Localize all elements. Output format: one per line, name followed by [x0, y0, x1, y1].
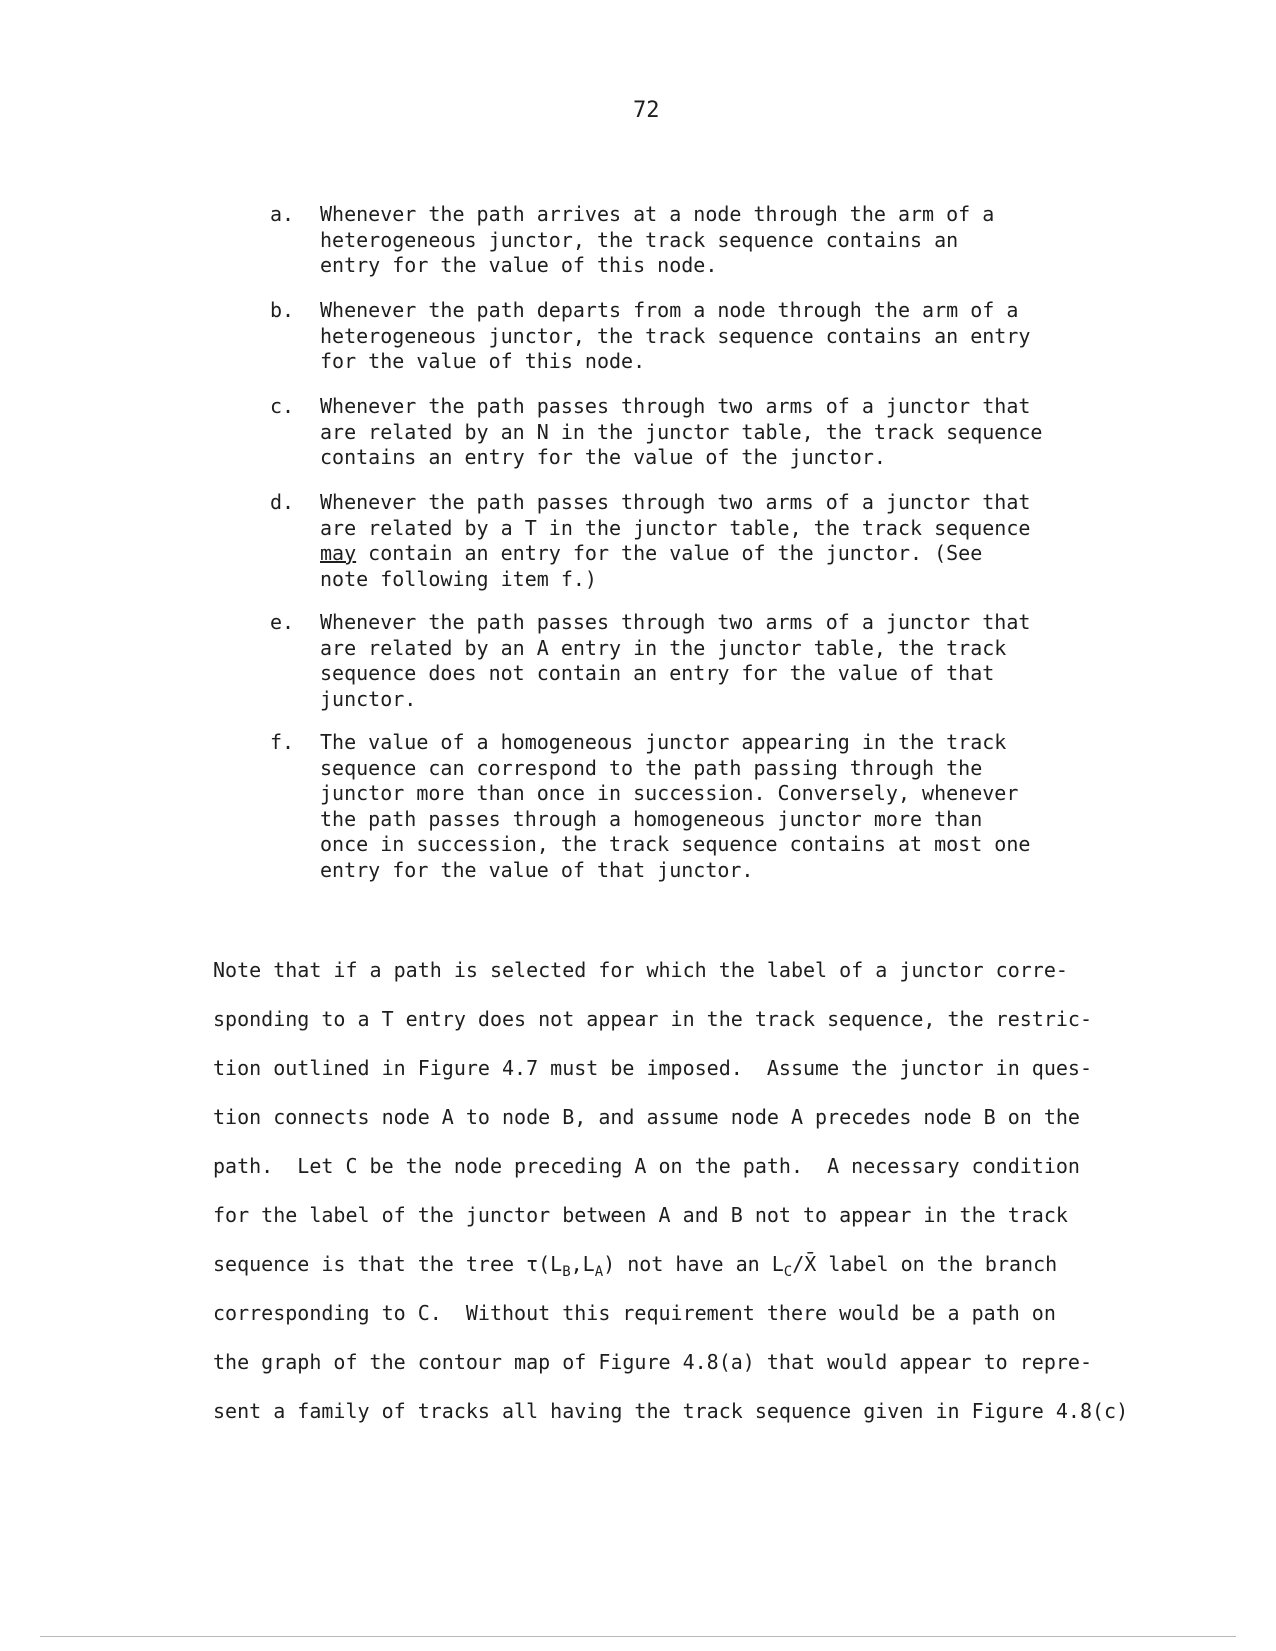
list-item-a [270, 202, 1090, 279]
formula-text: label on the branch [816, 1252, 1058, 1276]
paragraph-line: sent a family of tracks all having the track sequence given in Figure 4.8(c) [213, 1399, 1129, 1423]
paragraph-formula-line [213, 1250, 1057, 1278]
formula-text: sequence is that the tree τ(L [213, 1252, 563, 1276]
page-bottom-edge [40, 1636, 1236, 1637]
item-text-start: Whenever the path passes through two arms of a junctor that are related by a T in the junctor table, the track sequence [320, 490, 1031, 540]
item-letter: c. [270, 394, 295, 418]
subscript-c: C [783, 1264, 793, 1280]
item-letter: b. [270, 298, 295, 322]
list-item-f [270, 730, 1090, 883]
item-text: Whenever the path departs from a node through the arm of a heterogeneous junctor, the track sequence contains an entry for the value of this node. [320, 298, 1031, 373]
paragraph-line: tion outlined in Figure 4.7 must be imposed. Assume the junctor in ques- [213, 1056, 1092, 1080]
item-text: Whenever the path passes through two arms of a junctor that are related by an A entry in the junctor table, the track sequence does not contain an entry for the value of that junctor. [320, 610, 1031, 711]
item-text: Whenever the path arrives at a node through the arm of a heterogeneous junctor, the track sequence contains an entry for the value of this node. [320, 202, 995, 277]
formula-text: ,L [570, 1252, 595, 1276]
item-text: Whenever the path passes through two arms of a junctor that are related by an N in the junctor table, the track sequence contains an entry for the value of the junctor. [320, 394, 1043, 469]
underlined-word: may [320, 541, 357, 565]
paragraph-line: the graph of the contour map of Figure 4.8(a) that would appear to repre- [213, 1350, 1092, 1374]
list-item-c [270, 394, 1090, 471]
item-letter: f. [270, 730, 295, 754]
list-item-e [270, 610, 1090, 712]
item-text-end: contain an entry for the value of the junctor. (See note following item f.) [320, 541, 983, 591]
paragraph-line: sponding to a T entry does not appear in the track sequence, the restric- [213, 1007, 1092, 1031]
formula-text: ) not have an L [603, 1252, 784, 1276]
subscript-a: A [594, 1264, 604, 1280]
paragraph-line: corresponding to C. Without this requirement there would be a path on [213, 1301, 1056, 1325]
paragraph-line: Note that if a path is selected for which the label of a junctor corre- [213, 958, 1068, 982]
page-number: 72 [633, 98, 660, 123]
paragraph-line: for the label of the junctor between A and B not to appear in the track [213, 1203, 1068, 1227]
subscript-b: B [562, 1264, 571, 1280]
item-letter: e. [270, 610, 295, 634]
item-text: The value of a homogeneous junctor appearing in the track sequence can correspond to the path passing through the junctor more than once in succession. Conversely, whenever the path passes through a homogeneous junctor more than once in succession, the track sequence contains at most one entry for the value of that junctor. [320, 730, 1031, 882]
item-letter: a. [270, 202, 295, 226]
formula-text: /X̄ [792, 1252, 817, 1276]
item-text [320, 490, 1090, 592]
list-item-b [270, 298, 1090, 375]
paragraph-line: tion connects node A to node B, and assume node A precedes node B on the [213, 1105, 1080, 1129]
list-item-d [270, 490, 1090, 592]
item-letter: d. [270, 490, 295, 514]
paragraph-line: path. Let C be the node preceding A on the path. A necessary condition [213, 1154, 1080, 1178]
